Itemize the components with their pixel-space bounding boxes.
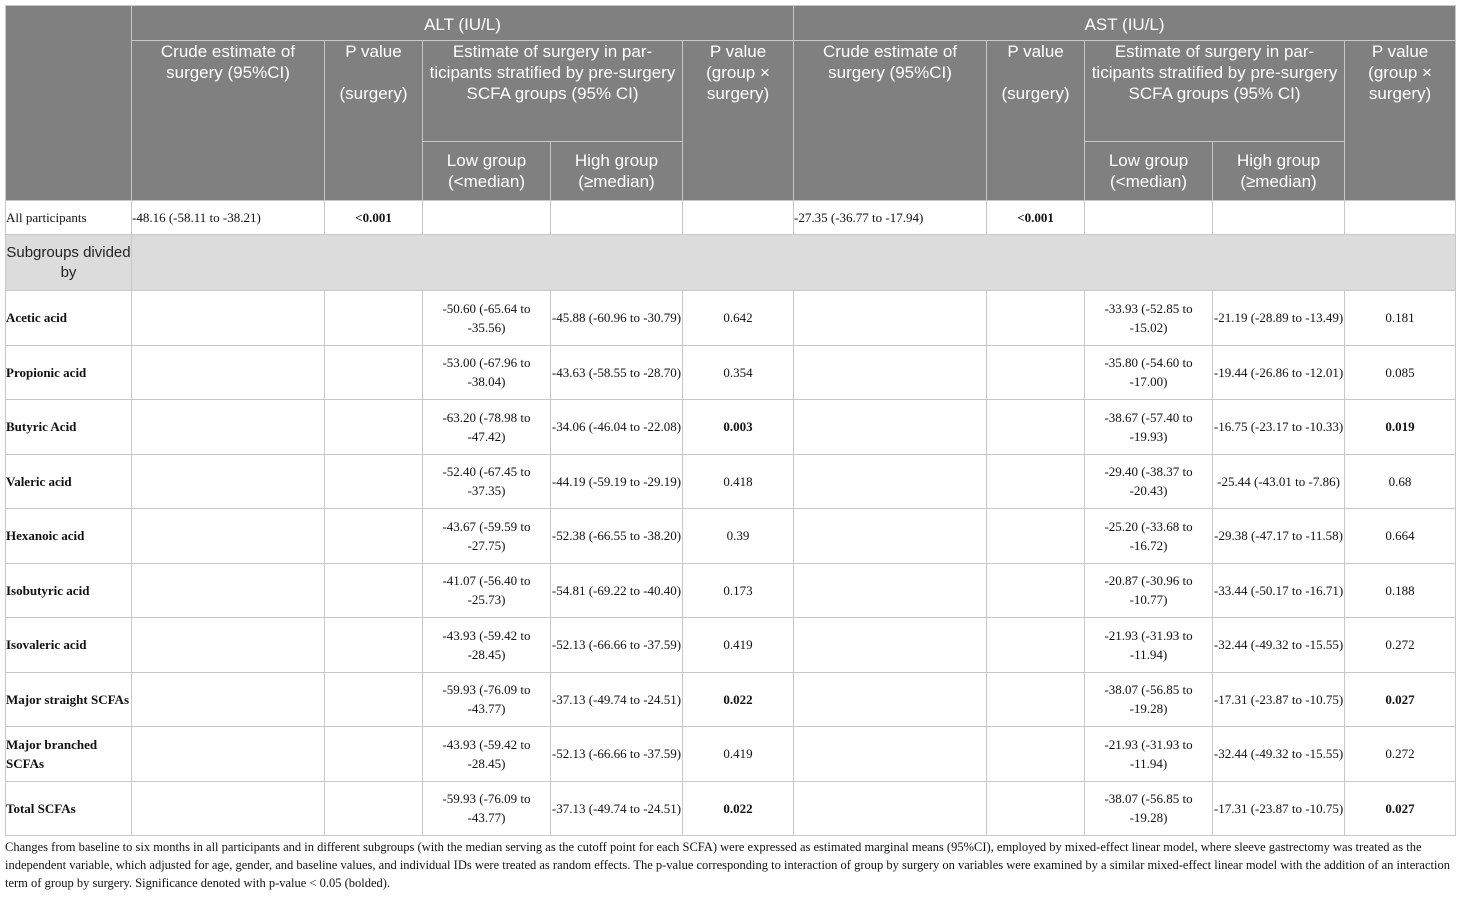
empty-cell bbox=[325, 781, 423, 836]
empty-cell bbox=[987, 618, 1085, 673]
ast-p-cell bbox=[987, 201, 1085, 235]
pvalue-sublabel: (surgery) bbox=[1001, 84, 1070, 103]
table-footnote: Changes from baseline to six months in all participants and in different subgroups (with the median serving as the cutoff point for each SCFA) were expressed as estimated marginal means (95%CI), employed by mixed-effect linear model, where sleeve gastrectomy was treated as the independent variable, which adjusted for age, gender, and baseline values, and individual IDs were treated as random effects. The p-value corresponding to interaction of group by surgery on variables were examined by a similar mixed-effect linear model with the addition of an interaction term of group by surgery. Significance denoted with p-value < 0.05 (bolded). bbox=[5, 840, 1450, 890]
ast-high-cell: -32.44 (-49.32 to -15.55) bbox=[1213, 727, 1345, 782]
ast-high-header: High group (≥median) bbox=[1213, 142, 1345, 201]
empty-cell bbox=[423, 201, 551, 235]
empty-cell bbox=[794, 291, 987, 346]
ast-high-cell: -32.44 (-49.32 to -15.55) bbox=[1213, 618, 1345, 673]
ast-pvalue-header bbox=[987, 41, 1085, 201]
row-label: Acetic acid bbox=[6, 291, 132, 346]
ast-p-value: <0.001 bbox=[1017, 210, 1054, 225]
table-row bbox=[6, 563, 1456, 618]
results-table bbox=[5, 5, 1456, 836]
empty-cell bbox=[794, 509, 987, 564]
ast-interaction-cell: 0.272 bbox=[1345, 727, 1456, 782]
row-label: Major straight SCFAs bbox=[6, 672, 132, 727]
row-label: All participants bbox=[6, 201, 132, 235]
empty-cell bbox=[325, 618, 423, 673]
empty-cell bbox=[794, 618, 987, 673]
ast-low-cell: -20.87 (-30.96 to -10.77) bbox=[1085, 563, 1213, 618]
ast-interaction-cell-value: 0.027 bbox=[1385, 691, 1415, 707]
table-row bbox=[6, 400, 1456, 455]
alt-interaction-cell bbox=[683, 672, 794, 727]
alt-crude-header: Crude estimate of surgery (95%CI) bbox=[132, 41, 325, 201]
alt-low-cell: -63.20 (-78.98 to -47.42) bbox=[423, 400, 551, 455]
alt-interaction-cell: 0.642 bbox=[683, 291, 794, 346]
empty-cell bbox=[325, 291, 423, 346]
alt-interaction-cell: 0.354 bbox=[683, 345, 794, 400]
alt-low-cell: -41.07 (-56.40 to -25.73) bbox=[423, 563, 551, 618]
empty-cell bbox=[794, 781, 987, 836]
empty-cell bbox=[794, 400, 987, 455]
ast-high-cell: -17.31 (-23.87 to -10.75) bbox=[1213, 781, 1345, 836]
alt-high-cell: -52.13 (-66.66 to -37.59) bbox=[551, 618, 683, 673]
alt-crude-cell: -48.16 (-58.11 to -38.21) bbox=[132, 201, 325, 235]
empty-cell bbox=[325, 509, 423, 564]
ast-interaction-cell bbox=[1345, 781, 1456, 836]
empty-cell bbox=[987, 400, 1085, 455]
alt-low-cell: -43.67 (-59.59 to -27.75) bbox=[423, 509, 551, 564]
alt-high-cell: -44.19 (-59.19 to -29.19) bbox=[551, 454, 683, 509]
empty-cell bbox=[132, 400, 325, 455]
alt-low-cell: -43.93 (-59.42 to -28.45) bbox=[423, 618, 551, 673]
ast-interaction-cell-value: 0.019 bbox=[1385, 419, 1415, 435]
ast-low-cell: -29.40 (-38.37 to -20.43) bbox=[1085, 454, 1213, 509]
ast-high-cell: -17.31 (-23.87 to -10.75) bbox=[1213, 672, 1345, 727]
alt-interaction-cell: 0.418 bbox=[683, 454, 794, 509]
ast-crude-header: Crude estimate of surgery (95%CI) bbox=[794, 41, 987, 201]
empty-cell bbox=[132, 345, 325, 400]
alt-interaction-cell-value: 0.022 bbox=[723, 800, 753, 816]
alt-low-cell: -53.00 (-67.96 to -38.04) bbox=[423, 345, 551, 400]
alt-stratified-header: Estimate of surgery in par-ticipants stratified by pre-surgery SCFA groups (95% CI) bbox=[423, 41, 683, 142]
empty-cell bbox=[794, 727, 987, 782]
row-label: Hexanoic acid bbox=[6, 509, 132, 564]
ast-low-cell: -38.07 (-56.85 to -19.28) bbox=[1085, 672, 1213, 727]
alt-pvalue-header bbox=[325, 41, 423, 201]
table-row bbox=[6, 291, 1456, 346]
subgroup-label: Subgroups divided by bbox=[6, 235, 132, 291]
alt-high-cell: -43.63 (-58.55 to -28.70) bbox=[551, 345, 683, 400]
table-row bbox=[6, 345, 1456, 400]
ast-interaction-header: P value (group × surgery) bbox=[1345, 41, 1456, 201]
ast-interaction-cell: 0.664 bbox=[1345, 509, 1456, 564]
ast-low-cell: -21.93 (-31.93 to -11.94) bbox=[1085, 618, 1213, 673]
empty-cell bbox=[132, 509, 325, 564]
empty-cell bbox=[1213, 201, 1345, 235]
empty-cell bbox=[132, 618, 325, 673]
empty-cell bbox=[325, 672, 423, 727]
ast-interaction-cell-value: 0.027 bbox=[1385, 800, 1415, 816]
empty-cell bbox=[132, 781, 325, 836]
ast-interaction-cell: 0.181 bbox=[1345, 291, 1456, 346]
all-participants-row bbox=[6, 201, 1456, 235]
alt-group-header: ALT (IU/L) bbox=[132, 6, 794, 41]
alt-interaction-cell: 0.419 bbox=[683, 618, 794, 673]
alt-low-header: Low group (<median) bbox=[423, 142, 551, 201]
empty-cell bbox=[325, 454, 423, 509]
ast-low-cell: -35.80 (-54.60 to -17.00) bbox=[1085, 345, 1213, 400]
row-label: Isovaleric acid bbox=[6, 618, 132, 673]
alt-interaction-cell-value: 0.022 bbox=[723, 691, 753, 707]
table-row bbox=[6, 618, 1456, 673]
alt-p-cell bbox=[325, 201, 423, 235]
pvalue-label: P value bbox=[1007, 42, 1064, 61]
row-label: Butyric Acid bbox=[6, 400, 132, 455]
ast-interaction-cell: 0.68 bbox=[1345, 454, 1456, 509]
empty-cell bbox=[325, 345, 423, 400]
ast-interaction-cell: 0.188 bbox=[1345, 563, 1456, 618]
row-label: Major branched SCFAs bbox=[6, 727, 132, 782]
empty-cell bbox=[987, 509, 1085, 564]
empty-cell bbox=[683, 201, 794, 235]
empty-cell bbox=[132, 672, 325, 727]
table-row bbox=[6, 727, 1456, 782]
ast-low-cell: -21.93 (-31.93 to -11.94) bbox=[1085, 727, 1213, 782]
empty-cell bbox=[325, 400, 423, 455]
empty-cell bbox=[987, 727, 1085, 782]
ast-interaction-cell bbox=[1345, 400, 1456, 455]
alt-p-value: <0.001 bbox=[355, 210, 392, 225]
ast-high-cell: -29.38 (-47.17 to -11.58) bbox=[1213, 509, 1345, 564]
alt-low-cell: -59.93 (-76.09 to -43.77) bbox=[423, 781, 551, 836]
pvalue-label: P value bbox=[345, 42, 402, 61]
alt-high-cell: -37.13 (-49.74 to -24.51) bbox=[551, 672, 683, 727]
empty-cell bbox=[325, 563, 423, 618]
empty-cell bbox=[132, 291, 325, 346]
alt-interaction-cell-value: 0.003 bbox=[723, 419, 753, 435]
alt-low-cell: -43.93 (-59.42 to -28.45) bbox=[423, 727, 551, 782]
ast-high-cell: -16.75 (-23.17 to -10.33) bbox=[1213, 400, 1345, 455]
alt-high-cell: -45.88 (-60.96 to -30.79) bbox=[551, 291, 683, 346]
ast-interaction-cell: 0.272 bbox=[1345, 618, 1456, 673]
alt-interaction-cell bbox=[683, 400, 794, 455]
ast-low-header: Low group (<median) bbox=[1085, 142, 1213, 201]
empty-cell bbox=[132, 454, 325, 509]
alt-low-cell: -52.40 (-67.45 to -37.35) bbox=[423, 454, 551, 509]
ast-interaction-cell bbox=[1345, 672, 1456, 727]
empty-cell bbox=[987, 563, 1085, 618]
empty-cell bbox=[794, 345, 987, 400]
ast-high-cell: -33.44 (-50.17 to -16.71) bbox=[1213, 563, 1345, 618]
empty-cell bbox=[325, 727, 423, 782]
empty-cell bbox=[794, 563, 987, 618]
alt-high-cell: -52.13 (-66.66 to -37.59) bbox=[551, 727, 683, 782]
alt-high-cell: -34.06 (-46.04 to -22.08) bbox=[551, 400, 683, 455]
empty-cell bbox=[1345, 201, 1456, 235]
subgroup-row bbox=[6, 235, 1456, 291]
empty-cell bbox=[132, 563, 325, 618]
ast-high-cell: -25.44 (-43.01 to -7.86) bbox=[1213, 454, 1345, 509]
empty-cell bbox=[132, 727, 325, 782]
ast-high-cell: -21.19 (-28.89 to -13.49) bbox=[1213, 291, 1345, 346]
alt-high-cell: -52.38 (-66.55 to -38.20) bbox=[551, 509, 683, 564]
empty-cell bbox=[794, 454, 987, 509]
ast-high-cell: -19.44 (-26.86 to -12.01) bbox=[1213, 345, 1345, 400]
alt-interaction-cell: 0.419 bbox=[683, 727, 794, 782]
empty-cell bbox=[987, 345, 1085, 400]
empty-cell bbox=[987, 454, 1085, 509]
alt-low-cell: -59.93 (-76.09 to -43.77) bbox=[423, 672, 551, 727]
table-row bbox=[6, 509, 1456, 564]
alt-high-cell: -37.13 (-49.74 to -24.51) bbox=[551, 781, 683, 836]
alt-high-cell: -54.81 (-69.22 to -40.40) bbox=[551, 563, 683, 618]
ast-group-header: AST (IU/L) bbox=[794, 6, 1456, 41]
table-row bbox=[6, 781, 1456, 836]
ast-interaction-cell: 0.085 bbox=[1345, 345, 1456, 400]
alt-interaction-cell: 0.173 bbox=[683, 563, 794, 618]
corner-cell bbox=[6, 6, 132, 201]
row-label: Total SCFAs bbox=[6, 781, 132, 836]
ast-stratified-header: Estimate of surgery in par-ticipants stratified by pre-surgery SCFA groups (95% CI) bbox=[1085, 41, 1345, 142]
table-row bbox=[6, 672, 1456, 727]
empty-cell bbox=[1085, 201, 1213, 235]
empty-cell bbox=[987, 672, 1085, 727]
alt-interaction-cell: 0.39 bbox=[683, 509, 794, 564]
ast-crude-cell: -27.35 (-36.77 to -17.94) bbox=[794, 201, 987, 235]
empty-cell bbox=[987, 291, 1085, 346]
empty-cell bbox=[551, 201, 683, 235]
alt-interaction-cell bbox=[683, 781, 794, 836]
table-row bbox=[6, 454, 1456, 509]
row-label: Isobutyric acid bbox=[6, 563, 132, 618]
alt-high-header: High group (≥median) bbox=[551, 142, 683, 201]
row-label: Propionic acid bbox=[6, 345, 132, 400]
row-label: Valeric acid bbox=[6, 454, 132, 509]
ast-low-cell: -25.20 (-33.68 to -16.72) bbox=[1085, 509, 1213, 564]
subgroup-band bbox=[132, 235, 1456, 291]
empty-cell bbox=[794, 672, 987, 727]
pvalue-sublabel: (surgery) bbox=[339, 84, 408, 103]
ast-low-cell: -33.93 (-52.85 to -15.02) bbox=[1085, 291, 1213, 346]
ast-low-cell: -38.67 (-57.40 to -19.93) bbox=[1085, 400, 1213, 455]
alt-low-cell: -50.60 (-65.64 to -35.56) bbox=[423, 291, 551, 346]
empty-cell bbox=[987, 781, 1085, 836]
alt-interaction-header: P value (group × surgery) bbox=[683, 41, 794, 201]
ast-low-cell: -38.07 (-56.85 to -19.28) bbox=[1085, 781, 1213, 836]
